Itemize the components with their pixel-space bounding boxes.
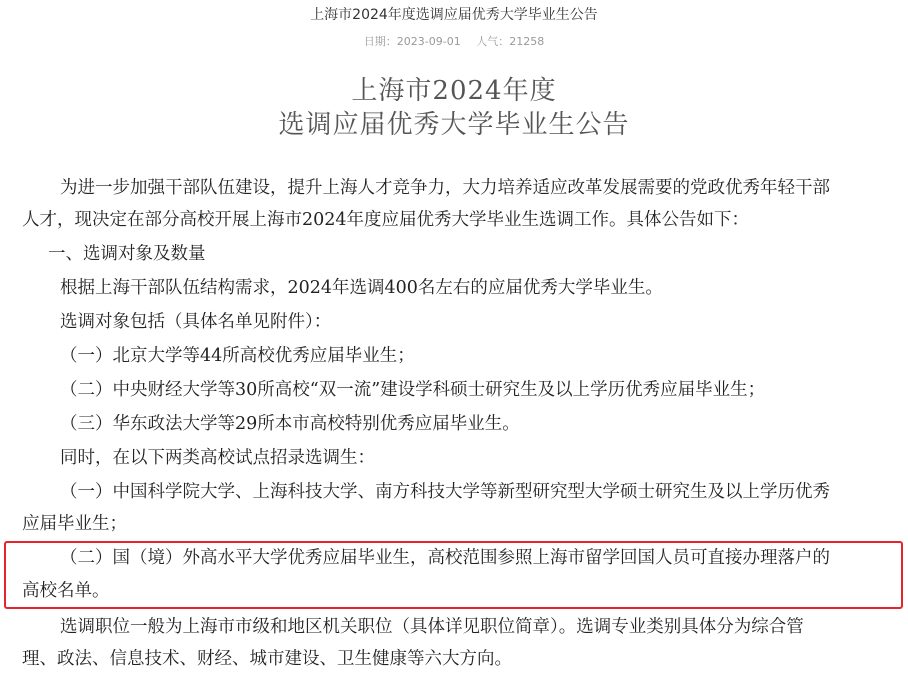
list-item: （一）中国科学院大学、上海科技大学、南方科技大学等新型研究型大学硕士研究生及以上学历优秀	[60, 482, 830, 502]
paragraph-line: 选调职位一般为上海市市级和地区机关职位（具体详见职位简章）。选调专业类别具体分为综合管	[60, 617, 804, 637]
paragraph-line: 选调对象包括（具体名单见附件）：	[60, 312, 332, 332]
paragraph-line: 理、政法、信息技术、财经、城市建设、卫生健康等六大方向。	[22, 649, 512, 669]
list-item: （三）华东政法大学等29所本市高校特别优秀应届毕业生。	[60, 414, 520, 434]
list-item-continuation: 高校名单。	[22, 581, 110, 601]
publish-date: 2023-09-01	[396, 35, 461, 48]
paragraph-line: 根据上海干部队伍结构需求，2024年选调400名左右的应届优秀大学毕业生。	[60, 278, 663, 298]
list-item: （一）北京大学等44所高校优秀应届毕业生；	[60, 346, 415, 366]
red-highlight-box	[4, 541, 903, 609]
views-info: 人气：21258	[476, 35, 545, 48]
list-item: （二）中央财经大学等30所高校“双一流”建设学科硕士研究生及以上学历优秀应届毕业生；	[60, 380, 766, 400]
section-heading: 一、选调对象及数量	[48, 244, 206, 264]
page-header-title: 上海市2024年度选调应届优秀大学毕业生公告	[310, 7, 598, 23]
date-info: 日期：2023-09-01	[363, 35, 461, 48]
article-title-line-2: 选调应届优秀大学毕业生公告	[278, 110, 630, 140]
paragraph-line: 为进一步加强干部队伍建设，提升上海人才竞争力，大力培养适应改革发展需要的党政优秀年轻干部	[60, 178, 830, 198]
paragraph-line: 人才，现决定在部分高校开展上海市2024年度应届优秀大学毕业生选调工作。具体公告如下：	[22, 210, 750, 230]
view-count: 21258	[509, 35, 545, 48]
article-title-line-1: 上海市2024年度	[351, 76, 557, 106]
list-item: （二）国（境）外高水平大学优秀应届毕业生，高校范围参照上海市留学回国人员可直接办理落户的	[60, 548, 830, 568]
list-item-continuation: 应届毕业生；	[22, 514, 127, 534]
article-meta	[0, 33, 908, 49]
paragraph-line: 同时，在以下两类高校试点招录选调生：	[60, 448, 375, 468]
